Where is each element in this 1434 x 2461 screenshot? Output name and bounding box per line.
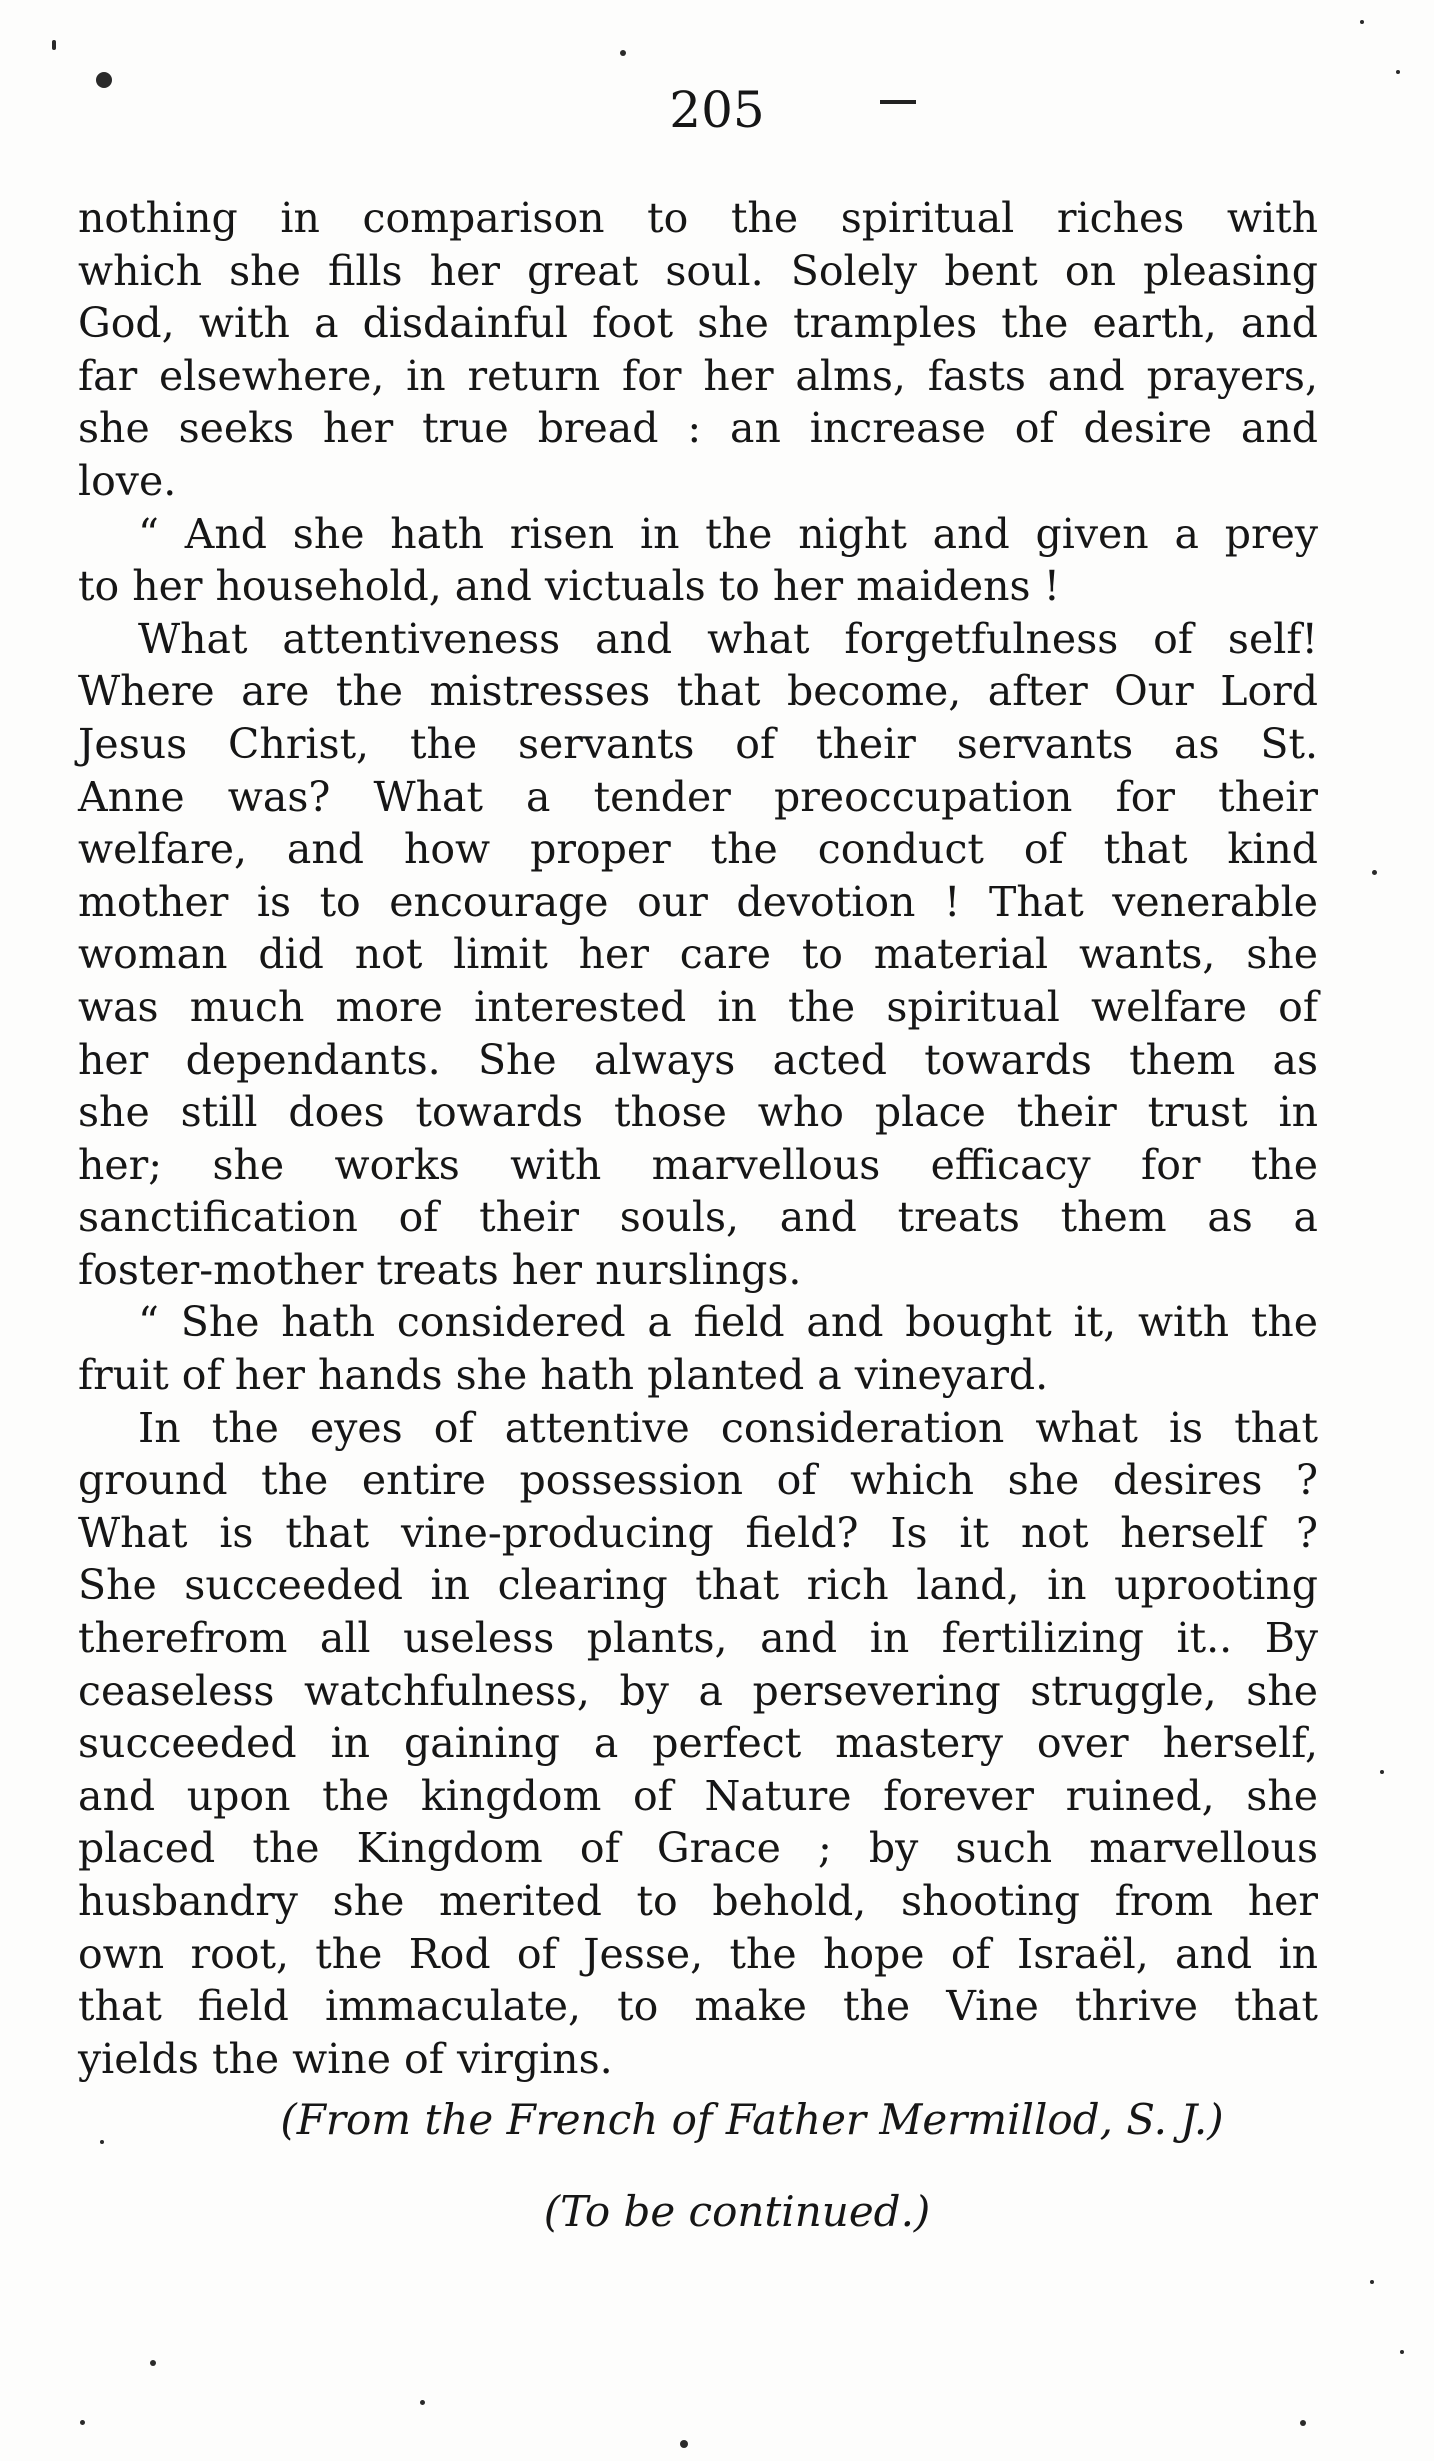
text-line: far elsewhere, in return for her alms, fasts and prayers, <box>78 351 1318 400</box>
text-line: therefrom all useless plants, and in fertilizing it.. By <box>78 1614 1318 1663</box>
text-line: In the eyes of attentive consideration what is that <box>138 1403 1318 1452</box>
text-line: woman did not limit her care to material wants, she <box>78 930 1318 979</box>
text-line: her dependants. She always acted towards them as <box>78 1035 1318 1084</box>
text-line: succeeded in gaining a perfect mastery over herself, <box>78 1719 1318 1768</box>
text-line: husbandry she merited to behold, shooting from her <box>78 1877 1318 1925</box>
text-line: love. <box>78 456 177 505</box>
text-line: own root, the Rod of Jesse, the hope of Israël, and in <box>78 1929 1318 1978</box>
text-line: mother is to encourage our devotion ! That venerable <box>78 877 1318 926</box>
text-line: Anne was? What a tender preoccupation for their <box>78 772 1318 821</box>
scan-speck <box>1380 1770 1384 1774</box>
text-line: foster-mother treats her nurslings. <box>78 1245 802 1294</box>
scan-speck <box>1396 70 1400 74</box>
text-line: to her household, and victuals to her maidens ! <box>78 562 1061 611</box>
text-line: welfare, and how proper the conduct of that kind <box>78 825 1318 874</box>
text-line: yields the wine of virgins. <box>78 2034 613 2083</box>
text-line: her; she works with marvellous efficacy for the <box>78 1140 1318 1189</box>
continued-note: (To be continued.) <box>543 2187 931 2236</box>
scan-speck <box>1370 2280 1374 2284</box>
scan-speck <box>420 2400 425 2405</box>
text-line: Jesus Christ, the servants of their servants as St. <box>78 719 1318 768</box>
page-number-dash <box>880 100 916 104</box>
text-line: “ And she hath risen in the night and given a prey <box>138 509 1318 558</box>
text-line: sanctification of their souls, and treats them as a <box>78 1193 1318 1242</box>
article-body <box>78 192 1318 2085</box>
text-line: She succeeded in clearing that rich land, in uprooting <box>78 1561 1318 1610</box>
text-line: which she fills her great soul. Solely bent on pleasing <box>78 246 1318 295</box>
text-line: nothing in comparison to the spiritual riches with <box>78 194 1318 242</box>
text-line: that field immaculate, to make the Vine thrive that <box>78 1982 1318 2031</box>
scan-speck <box>620 50 626 56</box>
text-line: What attentiveness and what forgetfulness of self! <box>138 614 1318 663</box>
scan-speck <box>80 2420 85 2425</box>
text-line: was much more interested in the spiritual welfare of <box>78 982 1318 1031</box>
text-line: ground the entire possession of which she desires ? <box>78 1456 1318 1505</box>
text-line: she still does towards those who place their trust in <box>78 1088 1318 1137</box>
text-line: and upon the kingdom of Nature forever ruined, she <box>78 1771 1318 1820</box>
scan-speck <box>100 2140 104 2144</box>
text-line: placed the Kingdom of Grace ; by such marvellous <box>78 1824 1318 1873</box>
text-line: she seeks her true bread : an increase of desire and <box>78 404 1318 453</box>
text-line: Where are the mistresses that become, after Our Lord <box>78 667 1318 716</box>
scan-speck <box>680 2440 688 2448</box>
text-line: God, with a disdainful foot she tramples the earth, and <box>78 299 1318 348</box>
text-line: What is that vine-producing field? Is it not herself ? <box>78 1508 1318 1557</box>
scan-speck <box>96 72 112 88</box>
scan-speck <box>52 40 56 50</box>
text-line: “ She hath considered a field and bought it, with the <box>138 1298 1318 1347</box>
scan-speck <box>1360 20 1364 24</box>
scan-speck <box>150 2360 156 2366</box>
text-line: ceaseless watchfulness, by a persevering struggle, she <box>78 1666 1318 1715</box>
scan-speck <box>1300 2420 1306 2426</box>
text-line: fruit of her hands she hath planted a vineyard. <box>78 1351 1049 1400</box>
scan-speck <box>1400 2350 1404 2354</box>
scan-speck <box>1372 870 1377 875</box>
source-attribution: (From the French of Father Mermillod, S. J.) <box>280 2095 1224 2144</box>
page-number: 205 <box>669 81 765 139</box>
